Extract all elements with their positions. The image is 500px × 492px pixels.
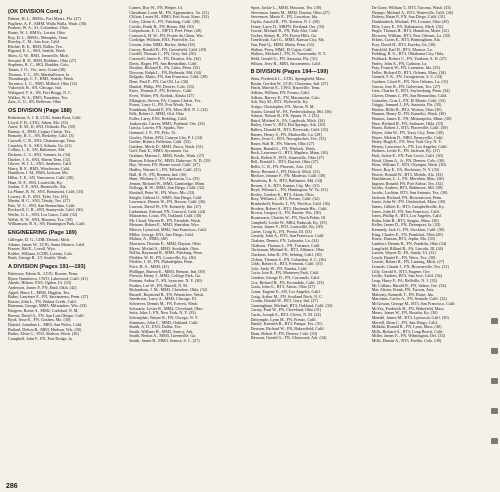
- roster-entry: Daniel, Kenneth B., BT2, Pampa, Tex. (31): [250, 322, 323, 327]
- roster-entry: Brinkerhoff, Brooks T., FA, Pacifica, Calif. (36): [250, 202, 330, 206]
- roster-entry: Stephens, R. C., SK3, Boulder, Colo.: [8, 63, 70, 68]
- roster-entry: Fray, Francis W., FN, Lorenton, Ida. (33): [371, 66, 440, 71]
- roster-entry: Van, Paul Q., MM3, Malta, Penn. (33): [250, 43, 314, 47]
- roster-entry: Gooley, Nolan, EN3, Canyon City, P. I. (34): [129, 135, 203, 140]
- roster-entry: Cordell, Thomas C., FN, Grey, Ind. (30): [129, 52, 196, 57]
- roster-entry: Denapo, Michael A., BT3, Waterville, Calif. (34): [371, 10, 453, 15]
- roster-entry: Hunt, Whitney J., FN, Opelousas, La. (35): [129, 177, 200, 182]
- roster-entry: Leslie, Andrew, BT3, San Jose, Calif. (34): [371, 274, 442, 279]
- roster-entry: La Plume, B. W., SN3, Beaumont, Calif. (33): [8, 189, 84, 194]
- roster-entry: Cornwell, James E., FN, Decatur, Ala. (34): [129, 56, 201, 61]
- roster-entry: Rigstad, E. L., SK3, Seattle, Wash.: [8, 49, 66, 54]
- roster-entry: Horn, William T., BT3, Olympia, Wash. (30): [371, 163, 446, 168]
- roster-entry: Merrell, Dean C., FN, San Diego, Calif.: [371, 320, 438, 325]
- roster-entry: Jordan, T. E., SN3, Huntsville, Ala.: [8, 185, 67, 190]
- roster-entry: Finch, Marvin E., CWO, Knoxville, Tenn.: [250, 86, 321, 91]
- roster-entry: Meisner, Robert E., MM3, Sheridan, Wyo.: [129, 223, 200, 228]
- roster-entry: Bastin, Gordon W., LTJG, Cheyenne, Ind. (27): [250, 81, 328, 86]
- roster-entry: Bledsoe, Jimmie F., FN, Modesto, Calif. (30): [250, 174, 326, 179]
- roster-entry: Martin, H. C., SN3, Trinity, Tex. (27): [8, 199, 70, 204]
- roster-entry: Ashton, Nelson B., FN, Sparta, N. J. (33): [250, 114, 319, 119]
- roster-entry: Price, R. A., MM3, (41): [129, 265, 169, 269]
- roster-entry: Garnett, F. K., FN, Georgetown, S. C. (34): [371, 75, 443, 80]
- roster-entry: Gillespie, D. G., CDR, Detroit, Mich.: [8, 237, 71, 242]
- roster-entry: Bray, William J., BT3, Fresno, Calif. (32): [250, 197, 320, 202]
- roster-entry: Garcia, Lawrie, FN, Sparks, Nev.: [129, 126, 185, 131]
- roster-entry: Berry, Bernard J., FN, Detroit, Mich. (31): [250, 169, 320, 174]
- roster-entry: Hayes, John W., FN, Tracy City, Tenn. (30): [371, 130, 444, 135]
- roster-entry: Shaw, G. W., RM3, Joeasville, Mich.: [8, 54, 70, 58]
- roster-entry: Towne, Michael B., FN, Palo Alto, Calif.: [250, 29, 319, 34]
- roster-entry: Dobrey, Brian P., FN, San Diego, Calif. (31): [371, 15, 446, 20]
- roster-entry: Gemmel, J. F., FN, Pylo, Ut.: [129, 130, 177, 135]
- roster-entry: Weld, Gerald G., FN, Sarasota, Fla. (31): [250, 56, 318, 61]
- roster-entry: Hare, Richard R., FN, Ardmore, Okla. (33): [371, 121, 444, 126]
- roster-entry: Cobb, Robert A., BT3, Fremont, Calif. (31): [250, 262, 323, 267]
- roster-entry: Dalrymple, Lynn M., FN, Fresno, Calif.: [250, 317, 317, 322]
- roster-entry: Esry, David H., BT3, Eureka, Ga. (30): [371, 43, 436, 47]
- roster-entry: Carter, Craig K., FN, Peoria, Ill. (33): [250, 229, 312, 234]
- roster-entry: Tetrey, Larry D., MRFN, Portland, Ore. (35): [250, 24, 325, 29]
- roster-entry: Myers, Michal A., MM3, Stockdale, Ohio: [129, 246, 199, 251]
- roster-entry: Richardson, J. M., MM3, Cherokee, Okla. (32): [129, 288, 208, 293]
- roster-entry: Bailey, Gene V., BT3, Hot Springs, Ark. (30): [250, 123, 325, 128]
- roster-entry: De Graw, William T., BT3, Tacoma, Wash. (33): [371, 6, 451, 10]
- roster-entry: Leach, Daniel E., FN, Waco, Tex. (30): [371, 255, 436, 260]
- roster-entry: Jacobs, Andrew, BT3, Baltimore, Md. (38): [371, 186, 443, 191]
- roster-entry: Pfeiffer, J. W., FN, Philadelphia, Penn.: [129, 260, 194, 265]
- roster-entry: Durkee, J. A., SN3, Sherm Tenn. (32): [8, 157, 71, 162]
- roster-entry: Craig, Arthur M., FN, Scotland Neck, N. C.: [250, 294, 323, 299]
- roster-entry: Adkins, Harvey E., FN, Macomobe, Colo.: [250, 95, 321, 100]
- roster-entry: Lawrence, Dennis W., FN, Bowen, Calif. (36): [129, 200, 206, 205]
- roster-entry: Carson, James V., BT3, Louisville, Ky. (30): [250, 225, 323, 230]
- roster-column-1: [8, 6, 122, 478]
- roster-entry: Fairchild, Earl D., BT3, Monroe, La.: [371, 47, 433, 52]
- roster-entry: Foster, Larry G., FN, Fort Worth, Tex.: [129, 103, 193, 108]
- roster-entry: Dean, Robert P., FN, Denver, Colo. (33): [250, 331, 318, 336]
- roster-entry: Currey, Ronald D., FN, Greenfield, Calif. (49): [129, 47, 207, 52]
- roster-entry: Anderson, James P., FN, Enid, Okla. (42): [8, 285, 77, 290]
- roster-entry: Bell, Donald L., BT3, Dayton, Ohio (27): [250, 160, 319, 165]
- roster-entry: Kimball, Peter W., FN, Waco, Mo. (33): [129, 191, 195, 195]
- roster-entry: Mazzarino, Louis, FN, Oakland, Calif. (30): [129, 214, 202, 219]
- roster-entry: Tatum, J. O., Vet., new, Crane (30): [8, 67, 66, 72]
- roster-entry: Weiler, G. L., SN3, Los Gatos, Calif. (32): [8, 213, 78, 217]
- roster-entry: Thomas, T. C., SN, Marshalltown, Ia.: [8, 72, 71, 77]
- roster-entry: Schriever, Dennis M., FN, Everett, Wash.: [129, 302, 199, 306]
- section-heading: ENGINEERING (Page 189): [8, 229, 77, 236]
- roster-entry: Brown, David A., FN, San Luis Obispo, Calif.: [8, 313, 85, 318]
- roster-entry: Ballew, Donald H., BT3, Riverside, Calif. (33): [250, 128, 328, 132]
- roster-entry: Bauer, Ralf H., FN, Warren, Ohio (27): [250, 141, 315, 146]
- roster-entry: Bellis, C. R., FN, Phoenix, Ariz. (33): [250, 165, 313, 169]
- roster-entry: Harris, Robert J., BT3, Placerville, Calif. (30): [371, 126, 448, 131]
- roster-entry: Brunswarts, Charles W., FN, North Pekin, Ill.: [250, 215, 326, 220]
- roster-entry: Brown, Gregory A., FN, Racine, Wis. (30): [250, 211, 321, 216]
- roster-entry: Cordio, Frank R., FN, Bronx, Md. (30): [129, 24, 194, 29]
- roster-entry: Langfield, Rillard R., FA, Lincoln, Ill. (34): [371, 246, 443, 251]
- roster-entry: Crane, Eugene E., SN, Los Angeles, Calif.: [250, 289, 321, 294]
- roster-entry: Austin, Gerard W., FA, Fredericksburg, Md. (36): [250, 109, 332, 114]
- roster-entry: Comstock, H. W., FN, Prairie du Chien, Wis.: [129, 33, 204, 38]
- roster-entry: Falk, Robert J., MM3, Ord, Ohio: [129, 112, 184, 117]
- roster-entry: Torrance, L. C., RM3, Milford, Ohio (32): [8, 81, 77, 86]
- roster-entry: Ritchie, R. E., RM3, Dallas, Tex.: [8, 44, 63, 49]
- roster-entry: Walton, Perry, MM2, El Cajon, Calif.: [250, 47, 313, 52]
- roster-entry: Cole, Andy W., FN, Eureka, Calif.: [250, 266, 308, 271]
- roster-entry: Finley, John A., FN, Cashton, La.: [371, 61, 428, 66]
- roster-entry: Seitz, John J., FN, New York, N. Y. (33): [129, 311, 196, 316]
- roster-entry: Hamilton, J. M., RM3, Jackson, Mo.: [8, 171, 69, 176]
- roster-entry: Hanson, Edward W., MM3, Dubrowe, N. D. (35): [129, 158, 211, 163]
- roster-entry: Stevenson, Maxie E., FN, Lewiston, Ida.: [250, 15, 319, 20]
- roster-entry: Adams, James W., LTJG, Santa Monica, Calif.: [8, 242, 86, 247]
- roster-entry: Hadley, Warner C., FN, Telford, Calif. (31): [129, 167, 201, 172]
- roster-entry: Curtis, Joseph A., BT3, Clovis, N. M. (32): [250, 313, 321, 317]
- roster-entry: Garcia, Jose R., FN, Galveston, Tex. (27): [371, 84, 441, 89]
- section-heading: OS DIVISION (Page 188): [8, 107, 72, 114]
- page-number: 286: [6, 483, 18, 490]
- roster-entry: Leap, Harry F., FA, Bellville, N. J. (33): [371, 278, 437, 283]
- roster-entry: Coolidge, William, EN3, Portsville, La.: [129, 38, 195, 43]
- roster-entry: Lawson, David W., FN, Kennerly, Ida. (27): [129, 204, 201, 209]
- roster-entry: Engle, Thomas R., BT3, Hamilton, Mont. (32): [371, 29, 449, 34]
- roster-entry: Wilson, Jerry R., MR3, Sacramento, Calif.: [250, 61, 322, 66]
- roster-entry: Duddondeck, Michael, FN, Lorrain, Ohio (30): [371, 19, 449, 24]
- roster-entry: Chalone, Dennis, FN, Lafayette, La. (34): [250, 239, 319, 243]
- roster-entry: Campbell, John F., FN, Fort Dodge, Ia.: [8, 336, 73, 341]
- roster-entry: Mills, Richard A., BT3, Long Beach, Calif.: [371, 329, 444, 334]
- roster-entry: Baxter, John L., FN, Walnut Creek, Calif.: [8, 299, 77, 304]
- roster-entry: Barnes, Henry S., FN, Marksville, La. (29): [250, 132, 322, 137]
- roster-entry: Clifton, Thomas S., FN, Columbia, S. C. (36): [250, 257, 326, 262]
- roster-entry: Lowery, K. F., SN3, Tyler, Tex. (33): [8, 194, 68, 199]
- section-heading: B DIVISION (Pages 194—199): [250, 69, 329, 76]
- roster-entry: Pugliese, A. F., AMM, Walla Walla, Wash. (36): [8, 21, 87, 26]
- roster-entry: Jensen, Richard W., MM3, Cambridge, Minn.: [129, 181, 206, 186]
- roster-entry: Clifton, Lester M., MM3, Fort Scott, Kans. (33): [129, 15, 209, 20]
- roster-entry: Jankowski, Carver, MM3, Portland, Ore. (33): [129, 121, 205, 126]
- roster-entry: Ingram, Ronald, FN, Port Arthur, Tex. (32): [371, 181, 443, 186]
- roster-entry: Fishback, Robert C., FN, Yankton, S. D. (27): [371, 56, 447, 61]
- roster-entry: Jones, John W., FN, Chelmsford, Mass. (30): [371, 200, 446, 205]
- roster-entry: Getz, Charles E., BT3, Saylorsburg, Penn. (34): [371, 89, 450, 94]
- roster-entry: Coley, Glenn A., FN, Pittsburg, Calif. (38): [129, 19, 200, 24]
- roster-entry: Beaudry, R. C., SN, Berkeley, Calif. (3): [8, 134, 74, 139]
- roster-entry: Schraepher, Wayne R., FN, Oscego, N. Y.: [129, 315, 199, 320]
- roster-entry: Hall, B. N., FN, Bremen, Ind. (30): [129, 172, 187, 177]
- roster-entry: Beck, Robert E., BT3, Zanesville, Ohio (27): [250, 155, 324, 160]
- roster-entry: Bush, George R., LT, Seattle, Wash.: [8, 256, 68, 261]
- roster-entry: Wass, Frederick L., LTJG, Springfield, Mass.: [250, 77, 326, 82]
- roster-entry: Colquehoun, E. G., MFT3, Peel, Penn. (28): [129, 29, 202, 34]
- roster-entry: Gardner, Lloyd E., FN, New Orleans, La. (31): [371, 80, 449, 84]
- roster-entry: Kohler, William, LCDR, Loretta, Colo.: [8, 251, 74, 256]
- roster-entry: Sport, Jackie L., MM3, Houston, Tex. (30): [250, 6, 322, 10]
- roster-entry: Mills, Dennis A., BT3, Pueblo, Colo. (30): [371, 339, 442, 343]
- roster-entry: Davis, Roger, FN, San Bernardino, Calif.: [129, 61, 198, 66]
- roster-entry: Glover, W. J. L., SN3, Anaheim, Calif.: [8, 162, 73, 167]
- roster-entry: Nollin, Raymond R., MM3, Pittsburg, Penn.: [129, 251, 203, 256]
- roster-entry: Miller, James E., FN, Wilmington, Del. (33): [371, 334, 445, 339]
- roster-entry: Adkins, William, FN, Fresno, Calif.: [250, 91, 310, 95]
- roster-entry: Boyd, Wilmar L., FN, Huntington, W. Va. (31): [250, 188, 328, 193]
- binding-mark-1: [491, 318, 498, 324]
- roster-entry: Pierson, Henry J., MM2, College Park, Ga.: [129, 274, 201, 279]
- roster-entry: Dunkel, Philip, FN, Denver, Colo. (33): [129, 84, 194, 89]
- roster-entry: Elowsen, William, BT3, New Orleans, La. (30): [371, 33, 451, 38]
- roster-entry: Jones, John H., FN, San Francisco, Calif.: [371, 209, 441, 214]
- roster-entry: Molina, A., MM3, (40): [129, 237, 168, 242]
- roster-entry: Currey, Paul W., FN, Cleveland, Ohio (31): [250, 308, 322, 313]
- roster-entry: Pfeilder, W. H., FN, Louisville, Ky. (30): [129, 255, 196, 260]
- binding-mark-5: [491, 438, 498, 444]
- roster-entry: Dalziel, Jonathan L., MR3, San Pedro, Calif.: [8, 322, 83, 327]
- roster-entry: Hillar, T. E., SN, Vancouver, Calif. (30): [8, 176, 74, 180]
- roster-entry: Ballard, Delton B., MR3, Hudson, Wis. (30): [8, 327, 82, 332]
- roster-entry: Mc Cloud, Warren R., FN, Ferndale, Wash.: [129, 218, 201, 223]
- roster-entry: Mendel, James M., BT3, Lynwood, Calif. (30): [371, 315, 449, 320]
- roster-entry: Auret, E. M., II, SN3, Orlando, Fla. (30): [8, 125, 76, 130]
- roster-entry: Lizardo, Claude J., FN, Brownsville, Tex. (31): [371, 265, 449, 269]
- roster-entry: Holmes, Leslie E., FN, Jackson, Ky. (31): [371, 149, 440, 154]
- roster-entry: Appel, Harry L., MM2, Higgins, Tex.: [8, 290, 71, 295]
- binding-mark-2: [491, 348, 498, 354]
- roster-entry: Cronin, Donald W., BT3, Gary, Ind. (27): [250, 299, 318, 304]
- roster-entry: Patterson, Edwin K., LTJG, Bowen, Penn.: [8, 272, 78, 276]
- roster-entry: Pate, W. C., SN3, San Bernardino, Calif.: [8, 203, 76, 208]
- roster-entry: Christman, Michael K., BT3, Alliance, Ohio: [250, 248, 325, 253]
- roster-column-2: [129, 6, 243, 478]
- roster-entry: Ellis, Larry E., FA, Kalamazoo, Mich. (32): [371, 24, 443, 29]
- roster-entry: Batista, A., RM3, Corpus Christi, Tex.: [8, 129, 72, 134]
- section-heading: (OK DIVISION Cont.): [8, 9, 63, 15]
- roster-entry: Putnam, Arthur T., SN, Syracuse, N. Y. (30): [129, 278, 202, 283]
- roster-entry: Mikkila, Ronald R., FN, Lynn, Mass. (30): [371, 325, 442, 330]
- roster-entry: Gonzalez, Cruz J., FN, El Monte, Calif. (33): [371, 98, 446, 103]
- roster-entry: Dawson, Gerald G., FN, Glenwood, Ark. (34): [250, 336, 327, 341]
- roster-entry: Fuller, Larry, EN3, Redding, Calif.: [129, 117, 188, 121]
- roster-entry: Griggs, Jonnard J., FA, Sarasota, Fla. (33): [371, 103, 442, 108]
- roster-entry: Kruse, Duncan, BT3, Joplin, Mo. (33): [371, 237, 436, 242]
- roster-entry: Frankham, Ronald P., FN, Moss Hill, N. J. (34): [129, 107, 208, 112]
- roster-entry: Roy, D. L., RM3/c, Memphis, Tenn.: [8, 35, 68, 40]
- roster-entry: Smith, Berlon A., MM3, Greenville, Ga.: [129, 334, 197, 339]
- roster-entry: Larsen, Wayne D., FA, Sandy, Ut. (31): [371, 251, 436, 256]
- roster-entry: Jacobs, Lachlan, BT3, San Antonio, Tex. (30): [371, 191, 448, 195]
- roster-entry: Mears, James W., FN, Rosalia, Ky. (30): [371, 311, 438, 316]
- roster-entry: Carnes, Roy W., FN, Helper, Ut.: [129, 6, 184, 10]
- roster-entry: Bjoze Onatsieeco, CWO, Lakewood, Calif. (41): [8, 276, 88, 281]
- roster-entry: Palmer, H. L., RM3/c, Fort Myers, Fla. (27): [8, 17, 81, 21]
- roster-entry: Lambert, Dennis R., FN, Franklin, Ohio (34): [371, 241, 447, 246]
- roster-entry: Maloney, Kenneth T., FN, Boise, Ida.: [371, 292, 434, 297]
- roster-entry: Dowker, Richard E., FA, Lititz, Penn. (33): [129, 66, 200, 71]
- roster-entry: Leavitt, Robert R., FN, Lansing, Mich. (27): [371, 260, 445, 265]
- roster-entry: Glover, Dennis J., FN, San Bernardino, Calif.: [371, 93, 448, 98]
- roster-entry: Cheatham, Louie M., FN, Appomattox, Va. (31): [129, 10, 209, 15]
- roster-entry: Rowley, C. M., San Jose, Calif.: [8, 40, 61, 45]
- roster-entry: Butler, Alvin C., EN3, Shelton, Wash. (30): [8, 332, 79, 337]
- roster-entry: Beck, Lawrence G., BT3, Mapleto, Minn. (30): [250, 151, 328, 156]
- roster-entry: Stevenson, James M., MM2, Dayton, Ohio (27): [250, 10, 330, 15]
- roster-entry: Simmons, John C., MM3, Oakland, Calif.: [129, 320, 199, 325]
- roster-entry: Baker, Laurence E., FN, Sacramento, Penn. (27): [8, 295, 89, 300]
- roster-entry: Goff, Paul E., MM3, Sycamore, Ga.: [129, 149, 190, 154]
- roster-entry: Cunningham, Michael, BT3, Oakland, Calif. (33): [250, 303, 333, 308]
- roster-entry: Cassidy, John A., BT3, San Francisco, Calif.: [250, 234, 325, 239]
- roster-entry: Evert, Walter, FN, Kodiak, Alaska (27): [129, 93, 194, 98]
- roster-entry: Frazier, Hal E., Lovell, Wyo.: [8, 247, 56, 252]
- roster-entry: Lilly, Gerald S., BT3, Eugene, Ore.: [371, 269, 431, 274]
- roster-entry: Harry, R. E., RM3, Winchester, Calif.: [8, 166, 71, 171]
- roster-entry: Mac Alister, Frank, FN, Tucson, Ariz.: [371, 288, 435, 293]
- roster-entry: James, Gilbert E., BT3, Campbellsville, Ky.: [371, 204, 445, 209]
- roster-entry: Kahn, John R., BT3, Saugus, Mass. (30): [371, 218, 439, 223]
- roster-entry: Hay, Vernon, FN, Boone wood, Calif. (27): [129, 163, 200, 168]
- roster-entry: Bowen, J. S., BT3, Kansas City, Mo. (31): [250, 183, 320, 188]
- roster-entry: Dent, Paul F., FN, Cut Off, La. (36): [129, 80, 189, 84]
- roster-entry: Schwartz, Lester R., MM2, Cleveland, Ohio: [129, 306, 203, 311]
- roster-entry: Dowson, Ralph L., FN, Bethesda, Md. (34): [129, 70, 202, 75]
- roster-entry: Arrigo, Christopher, FN, Akron, N. M.: [250, 104, 315, 109]
- roster-entry: Byrd, Jesse E., FN, Goshen, Mo. (30): [8, 318, 71, 323]
- roster-entry: Welsh, K. W., SN3, Houston, Tex. (39): [8, 217, 73, 222]
- roster-entry: Aberle, Hilario, EN3, Ogden, Ut. (33): [8, 281, 72, 286]
- roster-entry: Kellogg, R. W., MM3, San Diego, Calif. (32): [129, 186, 205, 191]
- roster-entry: Jackson, Richard, FN, Brownstown, Penn.: [371, 195, 443, 200]
- roster-entry: Taylor, Arnold R., FN, Trenton, N. J. (30): [250, 19, 320, 24]
- roster-entry: Lloyd, F. B., LTJG, Aiken, Mo. (33): [8, 120, 68, 125]
- roster-entry: Russell, Raymond R., FN, Wenatchee, Wash.: [129, 292, 204, 297]
- roster-entry: Howe, Roy E., FA, Rochester, N. Y. (33): [371, 167, 440, 172]
- roster-entry: King, Charles E., FN, Frankfort, Ohio (30): [371, 232, 443, 237]
- roster-entry: Rockwell, C. R., SN3, Sunnyvale, Calif. (30): [8, 208, 83, 213]
- roster-entry: Collins, L. E., SN, Baltimore, Md.: [8, 148, 66, 153]
- roster-entry: Cowan, John, MM2, Burley, Idaho (33): [129, 43, 195, 47]
- roster-entry: Holt, Jackie E., FN, Fort Lewis, Calif. (30): [371, 154, 443, 158]
- roster-entry: Hutchinson, L. J., FN, Meridian, Miss. (30): [371, 177, 444, 182]
- roster-entry: Crumley, E. S., SK3, Atlanta, Ga. (21): [8, 143, 72, 148]
- roster-entry: Howie, Ronald W., BT3, Mobile, Ala. (33): [371, 172, 443, 177]
- roster-entry: Ash, Roy M., BT3, Wylieville, Ky.: [250, 100, 309, 105]
- roster-entry: Hunt, D. F., SN3, Louisville, Ky.: [8, 180, 63, 185]
- roster-entry: Coria, Jose R., FN, Monterey Park, Calif.: [250, 271, 320, 276]
- roster-entry: Brogren, Rome A., MM2, Carlsbad, N. M.: [8, 309, 79, 313]
- roster-entry: Delgado, Mario, FN, San Francisco, Calif. (38): [129, 75, 208, 80]
- roster-entry: Lieberman, Edward, FN, Concord, Calif. (44): [129, 209, 206, 214]
- roster-entry: Seward, B. D., RM3, Robbins, Ohio (27): [8, 58, 77, 63]
- roster-entry: Walker, W. A., RM3, Pasadena, Tex.: [8, 95, 69, 100]
- roster-entry: Vukovich, R., SN, Chicago, Ind.: [8, 86, 62, 91]
- roster-entry: Brodetz, Robert S., BT3, Hacienda Hts., Calif.: [250, 206, 328, 211]
- roster-entry: Hacker, Billie R., BT2, Worton, Ohio (30): [371, 107, 442, 112]
- roster-entry: Gardner, Merle D., MM3, Pasco, Wash. (31): [129, 144, 203, 149]
- roster-entry: Keller, James D., FN, Davenport, Ia. (33): [371, 223, 441, 228]
- roster-entry: Crain, John G., BT3, Akron, Ohio (27): [250, 285, 315, 290]
- roster-entry: Hayes, Melvin D., MR3, Emeryville, Calif.: [371, 135, 444, 140]
- roster-entry: Zass, G. G., SN, Bellevue, Ohio: [8, 100, 62, 105]
- roster-entry: Morrison, Thomas E., MM2, Dayton, Ohio: [129, 241, 201, 246]
- roster-entry: Smith, A. D., EN3, Dallas, Tex.: [129, 325, 182, 330]
- roster-entry: Condon, George D., FN, Coronado, Calif.: [250, 276, 321, 280]
- roster-entry: Tucker, Sidney R., FN, Forest Hills, Ga.: [250, 33, 318, 38]
- roster-entry: Knight, Gideon O., MM3, San Diego, Calif.: [129, 195, 203, 200]
- roster-entry: Phillippe, Burton E., MM3, Benson, Ind. (30): [129, 269, 205, 274]
- roster-entry: Baxter, Ronald L., FN, Winlock, Wash.: [250, 146, 316, 151]
- roster-entry: Marchant, Carlos A., FN, Seaside, Calif. (32): [371, 297, 447, 302]
- binding-mark-4: [491, 408, 498, 414]
- roster-entry: Toneliczak, Carl G., MM3, Kansas City, Mo.: [250, 38, 326, 43]
- roster-entry: Mercer, Lynwood, MM2, San Francisco, Calif.: [129, 228, 208, 232]
- roster-entry: Healy, Hugh E., FN, New York City, N. Y.: [371, 140, 442, 145]
- roster-column-3: [251, 6, 365, 478]
- roster-entry: Campbell, Leslie W., MR2, Paducah, Ky. (35): [250, 220, 327, 225]
- binding-mark-3: [491, 378, 498, 384]
- roster-entry: Fielding, R. G., BT3, Oklahoma City, Okla.: [371, 52, 445, 57]
- roster-entry: Mc Callum, Harold R., FN, Salem, Ore. (34): [371, 283, 446, 288]
- roster-entry: Walters, Michael J., FN, N. Tonawanda, N. Y.: [250, 52, 327, 57]
- roster-entry: Hansen, Henry D., FN, Kanrelto, Wash. (30): [371, 112, 446, 117]
- roster-column-4: [372, 6, 486, 478]
- roster-entry: Caswell, C. R., SN3, Chattanooga, Tenn.: [8, 139, 76, 143]
- roster-entry: Bates, Jesse L., BT3, Nacogdoches, Tex. (35): [250, 137, 326, 142]
- roster-entry: McVey, Frederick H., FN, Wakefield, Mass.: [371, 306, 445, 311]
- roster-entry: Williamson, B. S., SN, Huntington Park, Calif.: [8, 222, 86, 227]
- roster-entry: Peukert, W. A., S1, Columbus, Ohio.: [8, 26, 69, 31]
- roster-entry: Walsgard, V. S., SN, Fort Bragg, N. C.: [8, 91, 72, 95]
- roster-entry: McGowan, George M., BT3, San Francisco, Calif.: [371, 302, 456, 306]
- roster-entry: Boudreau, R. A., BT3, Baltimore, Md. (34): [250, 178, 323, 183]
- roster-entry: Gerber, Robert, Fullerton, Calif. (33): [129, 140, 191, 145]
- roster-entry: Estes, Thomas F., FN, Kelseyv., Calif.: [129, 89, 193, 94]
- roster-entry: Smith, James R., MM3, Seneca, S. C. (27): [129, 339, 200, 343]
- roster-entry: Dawson, Richard W., FN, Bakersfield, Calif.: [250, 326, 325, 331]
- roster-entry: Heisey, Lawrence A., FN, Los Angeles, Calif.: [371, 144, 448, 149]
- roster-entry: Rauer, W. J., RM3/c, Lorain, Ohio.: [8, 30, 67, 35]
- roster-entry: Sanderson, Larry A., MM3, Chicago, Ill.: [129, 297, 197, 302]
- roster-entry: Hood, Glenn A., Jr., FN, Denver, Colo. (30): [371, 158, 445, 163]
- roster-entry: Bosley, Gordon K., BT3, Akron, Ohio: [250, 192, 314, 197]
- roster-entry: Miller, George, EN3, San Diego, Calif.: [129, 232, 195, 237]
- roster-entry: Fuller, Richard D., BT3, Orleans, Mass. (34): [371, 70, 446, 75]
- roster-entry: Graham, Marion J., MM3, Keulo, Wash. (27): [129, 154, 205, 158]
- roster-entry: Clarkson, John R., FN, Sebring, Calif. (30): [250, 252, 322, 257]
- roster-entry: Erkins, Curtis E., BT3, Birmingham, Ala.: [371, 38, 441, 43]
- roster-entry: Cox, Richard B., FN, Escondido, Calif. (33): [250, 280, 324, 285]
- roster-entry: Chaltson, Thomas L., FN, Torrance, Calif.: [250, 243, 321, 248]
- roster-entry: Thornburgh, C. T., RM3, Seattle, Wash.: [8, 77, 74, 82]
- roster-entry: Smith, William H., MM3, Searcy, Ark.: [129, 329, 194, 334]
- roster-entry: Baird, Michael A., FA, Lapilwah, Mich. (34): [250, 118, 325, 123]
- roster-entry: Jones, Phillip S., BT3, Los Angeles, Calif.: [371, 214, 442, 219]
- roster-entry: Kennedy, Jack G., FN, Stockton, Calif. (30): [371, 228, 445, 232]
- roster-entry: Bateman, George, MM3, Milwaukee, Wis. (33): [8, 304, 87, 309]
- roster-entry: Prather, Lee W., FN, Burrell, N. M.: [129, 283, 188, 288]
- roster-entry: Dickens, C. S., SN3, Sumner, Ia. (34): [8, 152, 71, 157]
- roster-entry: Hanson, James E., FN, Minneapolis, Minn. (30): [371, 117, 452, 121]
- roster-entry: Elkington, Steven, FA, Corpus Christi, Tex.: [129, 98, 202, 103]
- roster-entry: Robertson, A. J. II, LTJG, Santa Rosa, Calif.: [8, 115, 82, 120]
- section-heading: A DIVISION (Pages 191—193): [8, 264, 86, 270]
